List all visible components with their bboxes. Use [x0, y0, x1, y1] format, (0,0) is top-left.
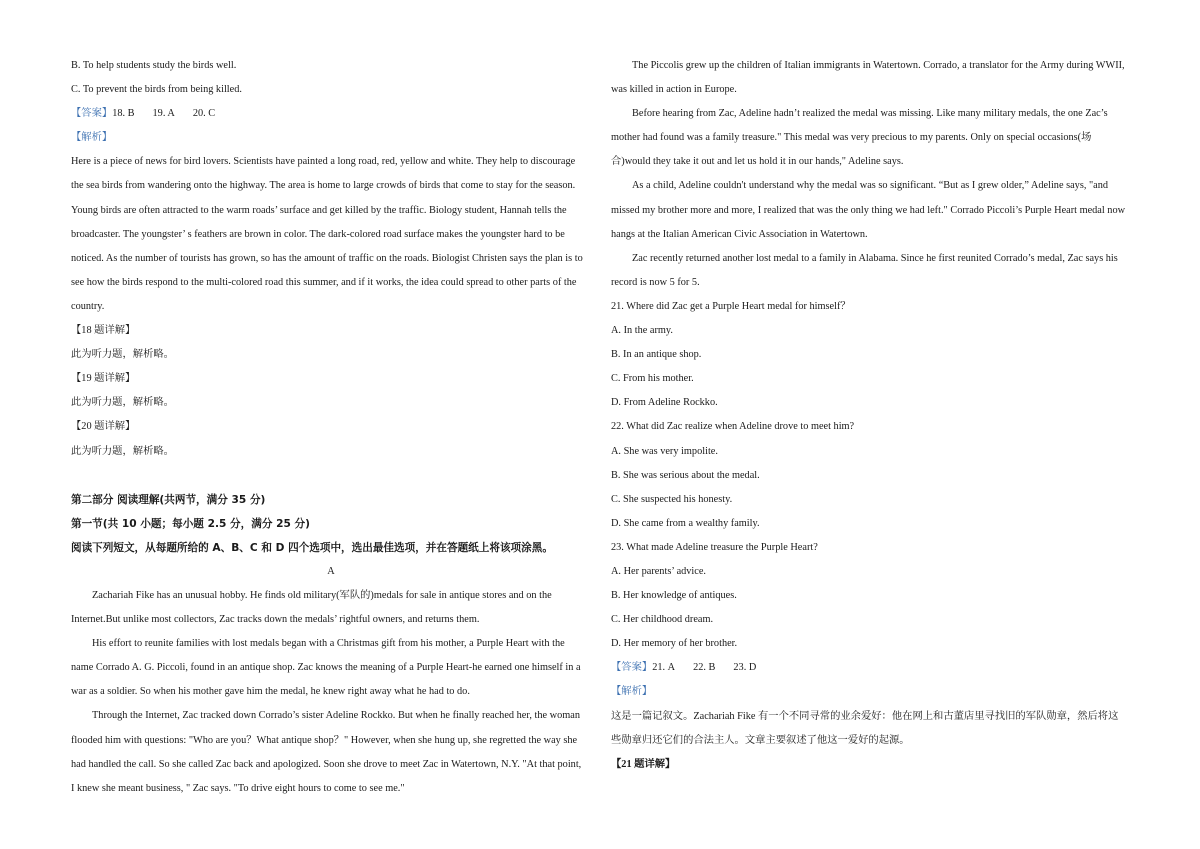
instructions: 阅读下列短文，从每题所给的 A、B、C 和 D 四个选项中，选出最佳选项，并在答题纸上将该项涂黑。 [71, 541, 553, 554]
analysis-passage [71, 150, 591, 319]
analysis-line: 这是一篇记叙文。Zachariah Fike 有一个不同寻常的业余爱好：他在网上和古董店里寻找旧的军队勋章，然后将这 [611, 710, 1119, 722]
story-line: name Corrado A. G. Piccoli, found in an antique shop. Zac knows the meaning of a Purple Heart-he earned one himself in a [71, 662, 581, 674]
detail-20-title: 【20 题详解】 [71, 421, 136, 433]
passage-letter: A [327, 565, 335, 577]
passage-line: broadcaster. The youngster’ s feathers are brown in color. The dark-colored road surface makes the youngster hard to be [71, 228, 565, 240]
passage-line: the sea birds from wandering onto the highway. The area is home to large crowds of birds that come to stay for the season. [71, 180, 576, 192]
story-line: hangs at the Italian American Civic Association in Watertown. [611, 228, 868, 240]
detail-20-text: 此为听力题，解析略。 [71, 445, 174, 457]
option-b: B. To help students study the birds well. [71, 60, 237, 71]
passage-line: country. [71, 300, 105, 312]
question-23-option: C. Her childhood dream. [611, 614, 714, 626]
left-column [71, 54, 591, 801]
story-line: record is now 5 for 5. [611, 276, 700, 288]
question-22-option: C. She suspected his honesty. [611, 493, 733, 505]
story-line: flooded him with questions: "Who are you？What antique shop？" However, when she hung up, she regretted the way she [71, 734, 578, 746]
story-line: missed my brother more and more, I realized that was the only thing we had left." Corrado Piccoli’s Purple Heart medal now [611, 204, 1126, 216]
answer-label: 【答案】 [611, 662, 653, 674]
section-heading: 第二部分 阅读理解(共两节，满分 35 分) [71, 493, 266, 506]
detail-21-title: 【21 题详解】 [611, 758, 676, 770]
story-line: As a child, Adeline couldn't understand why the medal was so significant. “But as I grew older,” Adeline says, "and [632, 180, 1109, 192]
question-23-option: A. Her parents’ advice. [611, 565, 707, 577]
answer-20: 20. C [192, 108, 216, 120]
story-line: 合)would they take it out and let us hold it in our hands," Adeline says. [611, 156, 904, 168]
story-line: was killed in action in Europe. [611, 84, 737, 96]
story-line: His effort to reunite families with lost medals began with a Christmas gift from his mother, a Purple Heart with the [92, 638, 565, 650]
story-line: war as a soldier. So when his mother gave him the medal, he knew right away what he had to do. [71, 686, 470, 698]
story-line: Zac recently returned another lost medal to a family in Alabama. Since he first reunited Corrado’s medal, Zac says his [632, 252, 1118, 264]
question-21-option: A. In the army. [611, 325, 673, 337]
story-line: Internet.But unlike most collectors, Zac tracks down the medals’ rightful owners, and returns them. [71, 614, 480, 626]
passage-line: see how the birds respond to the multi-colored road this summer, and if it works, the idea could spread to other parts of the [71, 276, 577, 288]
analysis-line: 些勋章归还它们的合法主人。文章主要叙述了他这一爱好的起源。 [611, 734, 910, 746]
question-21-option: B. In an antique shop. [611, 349, 702, 361]
answer-line [611, 656, 1131, 680]
question-21-option: C. From his mother. [611, 373, 694, 385]
question-21-stem: 21. Where did Zac get a Purple Heart medal for himself？ [611, 300, 851, 312]
question-22-stem: 22. What did Zac realize when Adeline drove to meet him? [611, 421, 855, 433]
question-21-option: D. From Adeline Rockko. [611, 397, 718, 409]
passage-line: Here is a piece of news for bird lovers. Scientists have painted a long road, red, yellow and white. They help to discourage [71, 156, 576, 168]
story-line: had handled the call. So she called Zac back and apologized. Soon she drove to meet Zac in Watertown, N.Y. "At that point, [71, 758, 582, 770]
subsection-heading: 第一节(共 10 小题；每小题 2.5 分，满分 25 分) [71, 517, 310, 530]
story-line: I knew she meant business, " Zac says. "To drive eight hours to come to see me." [71, 782, 405, 794]
question-22-option: B. She was serious about the medal. [611, 469, 760, 481]
answer-22: 22. B [693, 662, 716, 674]
passage-line: Young birds are often attracted to the warm roads’ surface and get killed by the traffic. Biology student, Hannah tells the [71, 204, 567, 216]
answer-line [71, 102, 591, 126]
option-c: C. To prevent the birds from being killed. [71, 84, 242, 96]
answer-19: 19. A [152, 108, 175, 120]
story-line: Through the Internet, Zac tracked down Corrado’s sister Adeline Rockko. But when he finally reached her, the woman [92, 710, 580, 722]
detail-19-title: 【19 题详解】 [71, 373, 136, 385]
answer-label: 【答案】 [71, 108, 113, 120]
analysis-label: 【解析】 [611, 686, 653, 698]
detail-19-text: 此为听力题，解析略。 [71, 397, 174, 409]
story-line: Before hearing from Zac, Adeline hadn’t realized the medal was missing. Like many military medals, the one Zac’s [632, 108, 1108, 120]
question-23-option: B. Her knowledge of antiques. [611, 590, 737, 602]
answer-23: 23. D [733, 662, 757, 674]
answer-18: 18. B [112, 108, 135, 120]
right-column [611, 54, 1131, 777]
story-line: mother had found was a family treasure." This medal was very precious to my parents. Only on special occasions(场 [611, 132, 1092, 144]
answer-21: 21. A [652, 662, 676, 674]
detail-18-text: 此为听力题，解析略。 [71, 349, 174, 361]
detail-18-title: 【18 题详解】 [71, 325, 136, 337]
story-line: Zachariah Fike has an unusual hobby. He finds old military(军队的)medals for sale in antique stores and on the [92, 589, 552, 601]
analysis-label: 【解析】 [71, 132, 113, 144]
story-line: The Piccolis grew up the children of Italian immigrants in Watertown. Corrado, a translator for the Army during WWII, [632, 60, 1125, 71]
passage-line: noticed. As the number of tourists has grown, so has the amount of traffic on the roads. Biologist Christen says the plan is to [71, 252, 583, 264]
question-23-option: D. Her memory of her brother. [611, 638, 738, 650]
question-23-stem: 23. What made Adeline treasure the Purple Heart? [611, 541, 818, 553]
question-22-option: D. She came from a wealthy family. [611, 517, 760, 529]
question-22-option: A. She was very impolite. [611, 445, 718, 457]
